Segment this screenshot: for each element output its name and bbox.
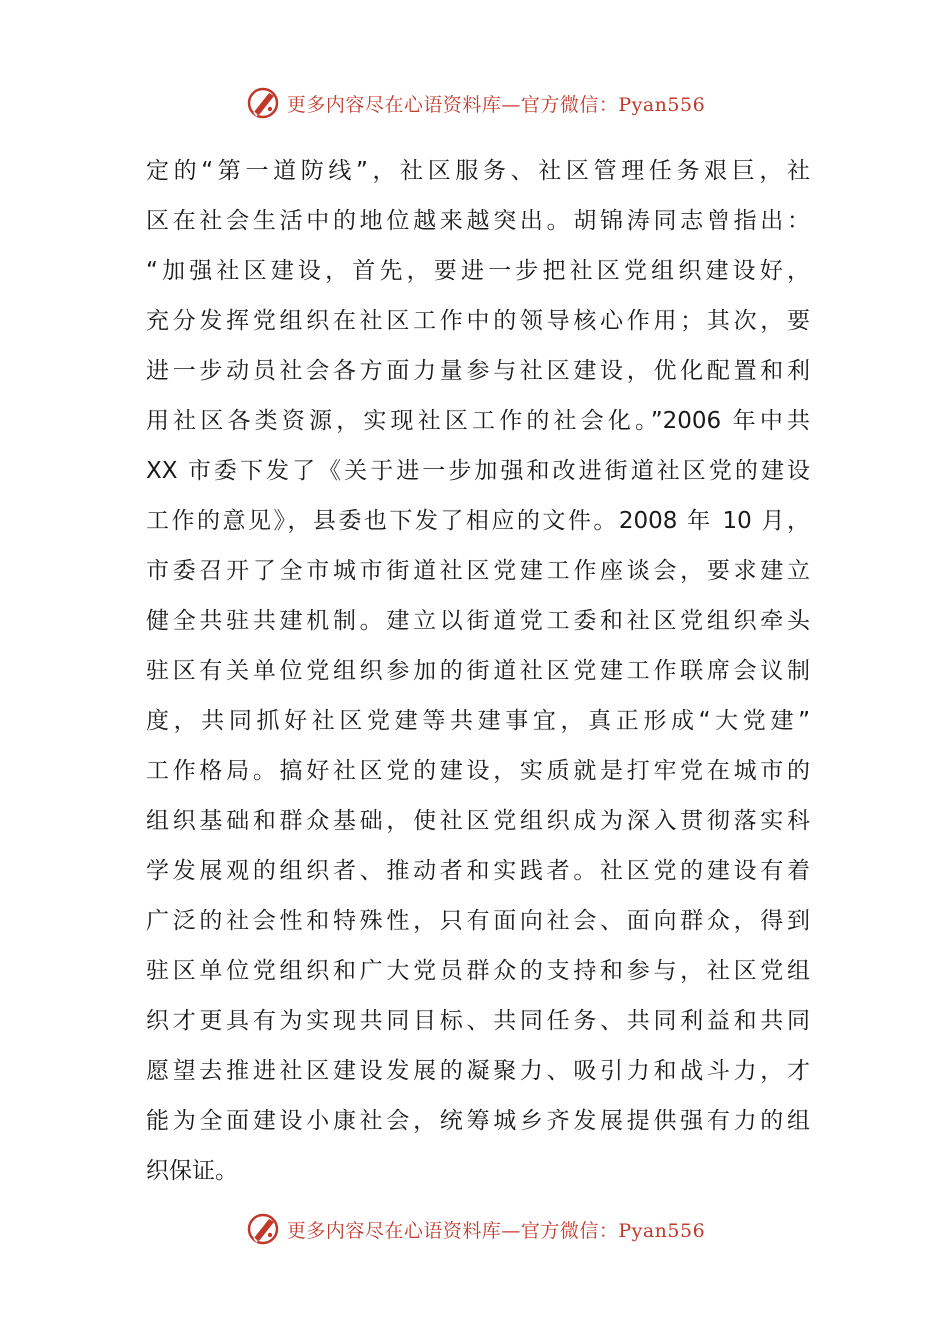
body-line: 能为全面建设小康社会，统筹城乡齐发展提供强有力的组 (146, 1108, 810, 1134)
body-line: 进一步动员社会各方面力量参与社区建设，优化配置和利 (146, 358, 810, 384)
body-line: 织保证。 (146, 1158, 238, 1184)
body-line: 组织基础和群众基础，使社区党组织成为深入贯彻落实科 (146, 808, 810, 834)
body-line: 健全共驻共建机制。建立以街道党工委和社区党组织牵头 (146, 608, 810, 634)
header-banner-content (245, 85, 705, 121)
body-line: “加强社区建设，首先，要进一步把社区党组织建设好， (146, 258, 810, 284)
document-body (146, 146, 810, 1196)
footer-banner-text: 更多内容尽在心语资料库—官方微信：Pyan556 (286, 1219, 706, 1242)
body-line: 工作的意见》，县委也下发了相应的文件。2008 年 10 月， (146, 508, 810, 534)
header-banner (0, 83, 950, 123)
footer-banner-content (245, 1211, 705, 1247)
body-line: 愿望去推进社区建设发展的凝聚力、吸引力和战斗力，才 (146, 1058, 810, 1084)
body-line: XX 市委下发了《关于进一步加强和改进街道社区党的建设 (146, 458, 810, 484)
body-line: 学发展观的组织者、推动者和实践者。社区党的建设有着 (146, 858, 810, 884)
footer-banner (0, 1209, 950, 1249)
body-line: 充分发挥党组织在社区工作中的领导核心作用；其次，要 (146, 308, 810, 334)
header-banner-text: 更多内容尽在心语资料库—官方微信：Pyan556 (286, 93, 706, 116)
body-line: 市委召开了全市城市街道社区党建工作座谈会，要求建立 (146, 558, 810, 584)
body-line: 区在社会生活中的地位越来越突出。胡锦涛同志曾指出： (146, 208, 810, 234)
body-line: 工作格局。搞好社区党的建设，实质就是打牢党在城市的 (146, 758, 810, 784)
pen-in-circle-logo-icon (245, 85, 281, 121)
body-line: 织才更具有为实现共同目标、共同任务、共同利益和共同 (146, 1008, 810, 1034)
body-line: 用社区各类资源，实现社区工作的社会化。”2006 年中共 (146, 408, 810, 434)
body-line: 定的“第一道防线”，社区服务、社区管理任务艰巨，社 (146, 158, 810, 184)
body-line: 驻区单位党组织和广大党员群众的支持和参与，社区党组 (146, 958, 810, 984)
body-line: 度，共同抓好社区党建等共建事宜，真正形成“大党建” (146, 708, 810, 734)
body-line: 驻区有关单位党组织参加的街道社区党建工作联席会议制 (146, 658, 810, 684)
pen-in-circle-logo-icon (245, 1211, 281, 1247)
body-line: 广泛的社会性和特殊性，只有面向社会、面向群众，得到 (146, 908, 810, 934)
